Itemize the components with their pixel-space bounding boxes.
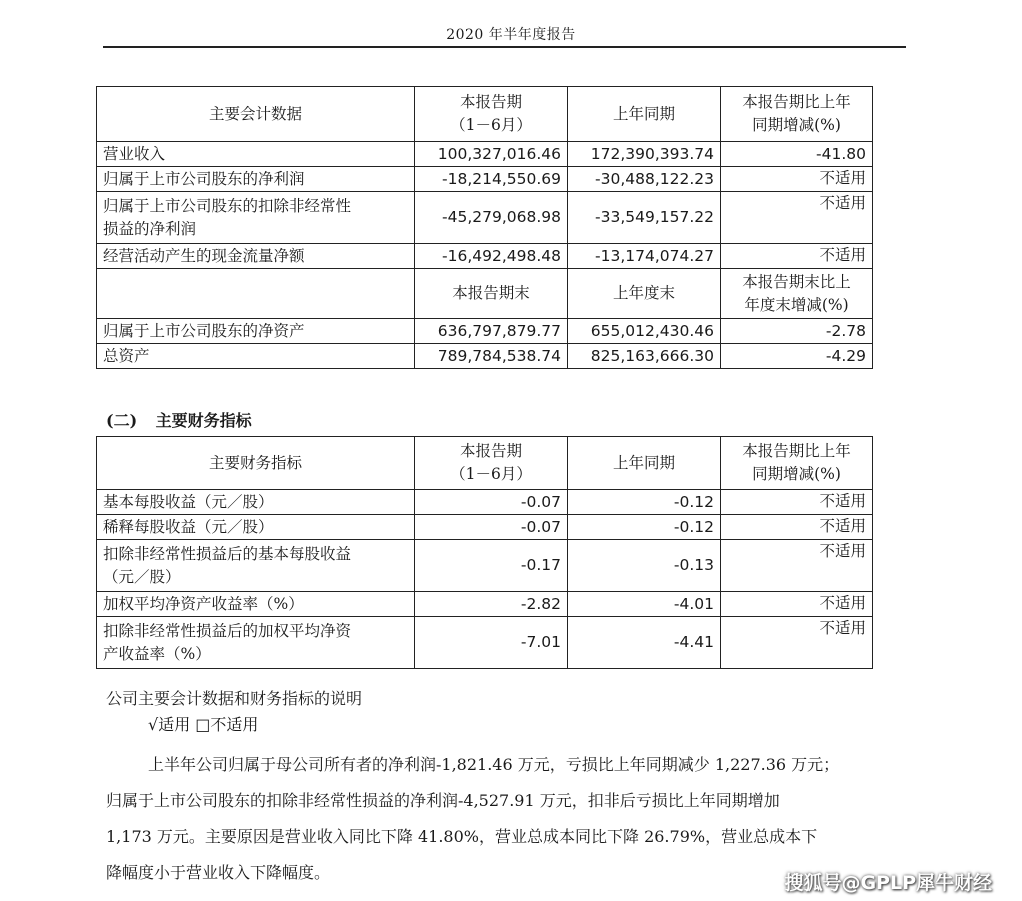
change-value: 不适用 [721,167,873,192]
change-value: -2.78 [721,319,873,344]
table-row [97,592,873,617]
notes-paragraph-line: 降幅度小于营业收入下降幅度。 [106,863,331,882]
table-row [97,515,873,540]
prior-value: -30,488,122.23 [568,167,721,192]
row-label: 归属于上市公司股东的扣除非经常性 损益的净利润 [97,192,415,244]
prior-value: -33,549,157.22 [568,192,721,244]
notes-paragraph-line: 上半年公司归属于母公司所有者的净利润-1,821.46 万元，亏损比上年同期减少 1,227.36 万元； [148,755,840,774]
table-row [97,540,873,592]
current-value: -7.01 [415,617,568,669]
change-value: -41.80 [721,142,873,167]
section-title: 主要财务指标 [155,411,252,430]
table-row [97,142,873,167]
row-label: 扣除非经常性损益后的基本每股收益 （元／股） [97,540,415,592]
change-value: -4.29 [721,344,873,369]
prior-value: -4.41 [568,617,721,669]
prior-value: -0.12 [568,490,721,515]
table-row [97,319,873,344]
header-divider [103,46,906,48]
row-label: 稀释每股收益（元／股） [97,515,415,540]
change-value: 不适用 [721,540,873,592]
column-header: 本报告期 （1－6月） [415,87,568,142]
financial-indicators-table [96,436,873,669]
change-value: 不适用 [721,515,873,540]
current-value: -2.82 [415,592,568,617]
column-header: 主要会计数据 [97,87,415,142]
prior-value: 655,012,430.46 [568,319,721,344]
column-header: 本报告期比上年 同期增减(%) [721,87,873,142]
prior-value: 825,163,666.30 [568,344,721,369]
row-label: 营业收入 [97,142,415,167]
table-row [97,344,873,369]
current-value: -0.17 [415,540,568,592]
notes-paragraph-line: 1,173 万元。主要原因是营业收入同比下降 41.80%，营业总成本同比下降 26.79%，营业总成本下 [106,827,818,846]
row-label: 归属于上市公司股东的净资产 [97,319,415,344]
watermark: 搜狐号@GPLP犀牛财经 [784,872,992,894]
current-value: -16,492,498.48 [415,244,568,269]
section-heading [106,408,252,431]
row-label: 扣除非经常性损益后的加权平均净资 产收益率（%） [97,617,415,669]
change-value: 不适用 [721,192,873,244]
prior-value: 172,390,393.74 [568,142,721,167]
prior-value: -0.12 [568,515,721,540]
change-value: 不适用 [721,617,873,669]
table-header-row [97,437,873,490]
change-value: 不适用 [721,490,873,515]
row-label: 经营活动产生的现金流量净额 [97,244,415,269]
column-header: 上年同期 [568,87,721,142]
prior-value: -13,174,074.27 [568,244,721,269]
current-value: -0.07 [415,490,568,515]
table-row [97,192,873,244]
table-row [97,167,873,192]
current-value: -18,214,550.69 [415,167,568,192]
notes-paragraph-line: 归属于上市公司股东的扣除非经常性损益的净利润-4,527.91 万元，扣非后亏损比上年同期增加 [106,791,780,810]
applicability-options: √适用 □不适用 [148,715,259,734]
column-header [97,269,415,319]
report-title: 2020 年半年度报告 [446,27,576,43]
accounting-data-table [96,86,873,369]
column-header: 主要财务指标 [97,437,415,490]
table-row [97,617,873,669]
table-header-row [97,87,873,142]
column-header: 上年同期 [568,437,721,490]
table-row [97,490,873,515]
section-number: (二) [106,411,138,430]
current-value: 789,784,538.74 [415,344,568,369]
change-value: 不适用 [721,592,873,617]
column-header: 本报告期末比上 年度末增减(%) [721,269,873,319]
column-header: 本报告期比上年 同期增减(%) [721,437,873,490]
table-subheader-row [97,269,873,319]
prior-value: -0.13 [568,540,721,592]
column-header: 本报告期末 [415,269,568,319]
current-value: -0.07 [415,515,568,540]
notes-title: 公司主要会计数据和财务指标的说明 [106,689,363,708]
row-label: 总资产 [97,344,415,369]
change-value: 不适用 [721,244,873,269]
table-row [97,244,873,269]
current-value: 636,797,879.77 [415,319,568,344]
row-label: 加权平均净资产收益率（%） [97,592,415,617]
current-value: -45,279,068.98 [415,192,568,244]
row-label: 归属于上市公司股东的净利润 [97,167,415,192]
prior-value: -4.01 [568,592,721,617]
current-value: 100,327,016.46 [415,142,568,167]
row-label: 基本每股收益（元／股） [97,490,415,515]
column-header: 本报告期 （1－6月） [415,437,568,490]
column-header: 上年度末 [568,269,721,319]
